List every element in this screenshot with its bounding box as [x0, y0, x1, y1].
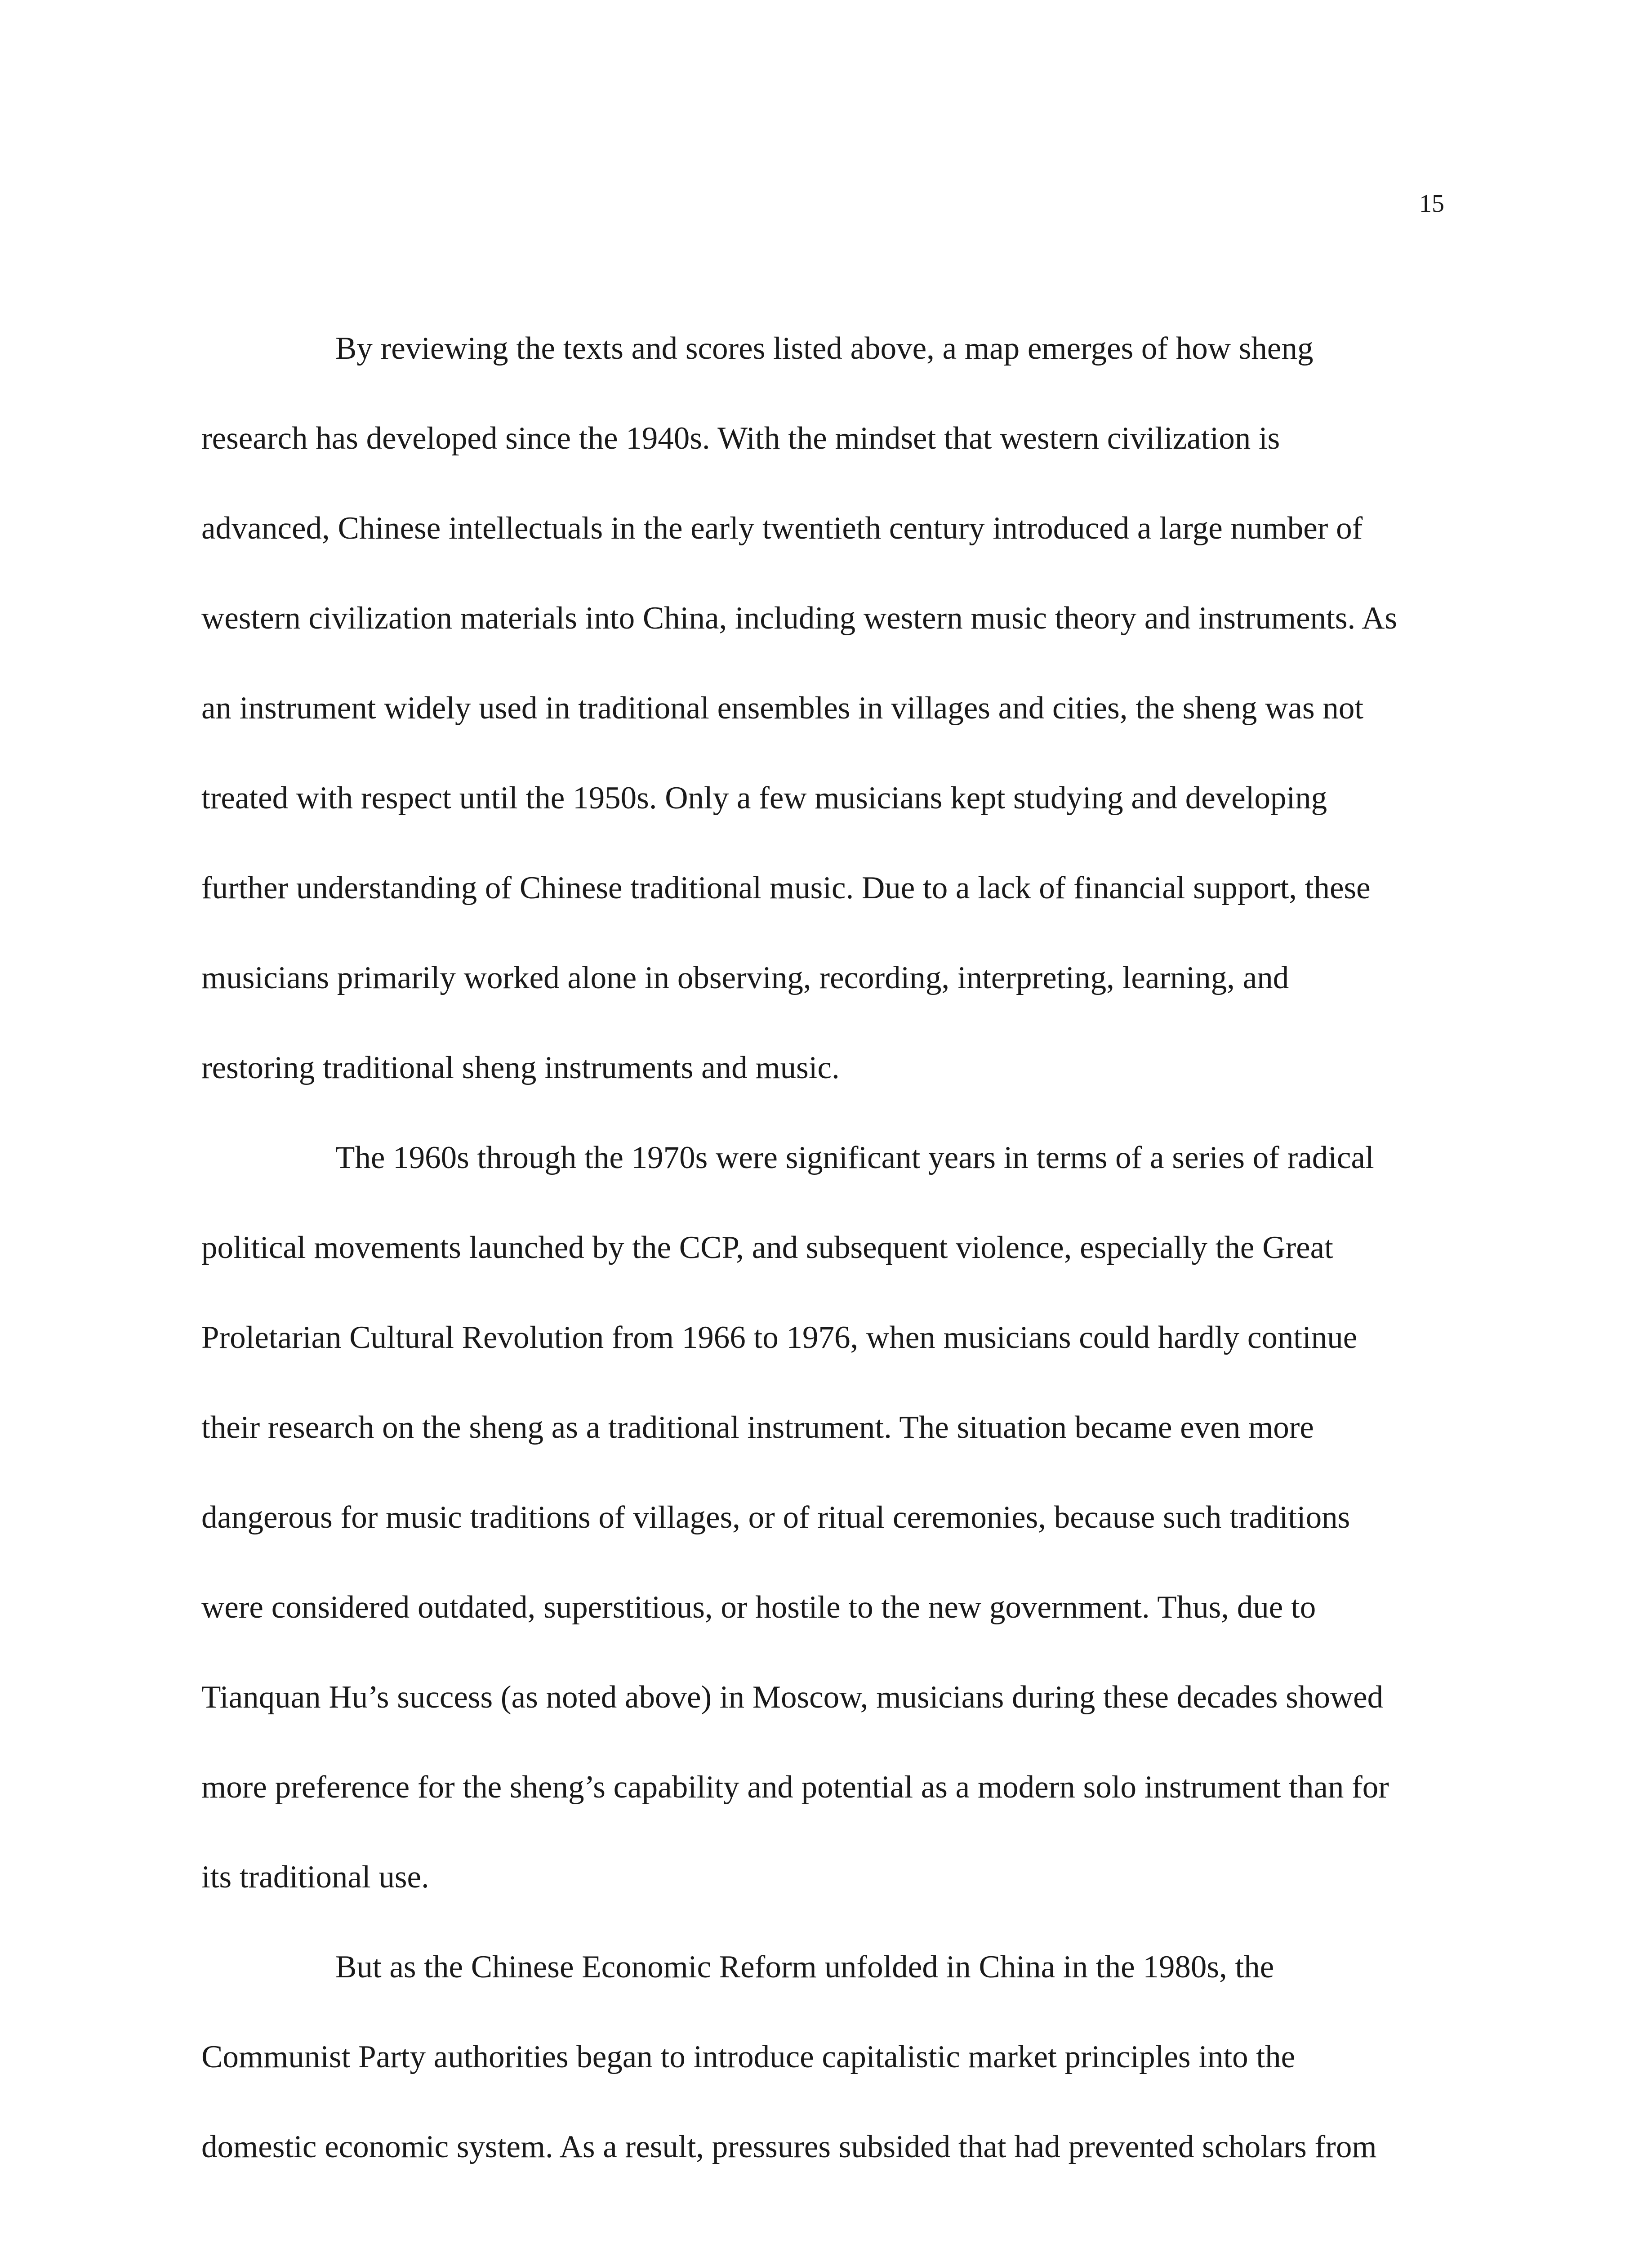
text-line: were considered outdated, superstitious, or hostile to the new government. Thus, due to	[201, 1590, 1316, 1625]
paragraph-1	[201, 321, 1456, 1131]
text-line: By reviewing the texts and scores listed above, a map emerges of how sheng	[335, 331, 1314, 366]
text-line: treated with respect until the 1950s. Only a few musicians kept studying and developing	[201, 781, 1327, 816]
paragraph-3	[201, 1940, 1456, 2210]
text-line: But as the Chinese Economic Reform unfolded in China in the 1980s, the	[335, 1949, 1274, 1985]
text-line: political movements launched by the CCP, and subsequent violence, especially the Great	[201, 1230, 1333, 1265]
text-line: more preference for the sheng’s capability and potential as a modern solo instrument than for	[201, 1770, 1389, 1805]
text-line: research has developed since the 1940s. With the mindset that western civilization is	[201, 421, 1280, 456]
text-line: musicians primarily worked alone in observing, recording, interpreting, learning, and	[201, 960, 1289, 995]
text-line: its traditional use.	[201, 1860, 429, 1895]
text-line: The 1960s through the 1970s were significant years in terms of a series of radical	[335, 1140, 1374, 1175]
text-line: Tianquan Hu’s success (as noted above) in Moscow, musicians during these decades showed	[201, 1680, 1384, 1715]
text-line: further understanding of Chinese traditional music. Due to a lack of financial support, these	[201, 870, 1371, 905]
text-line: their research on the sheng as a traditional instrument. The situation became even more	[201, 1410, 1314, 1445]
text-line: dangerous for music traditions of villages, or of ritual ceremonies, because such traditions	[201, 1500, 1350, 1535]
text-line: Communist Party authorities began to introduce capitalistic market principles into the	[201, 2039, 1296, 2074]
paragraph-2	[201, 1131, 1456, 1940]
page-number: 15	[1419, 190, 1444, 218]
text-line: western civilization materials into China, including western music theory and instruments. As	[201, 601, 1398, 636]
text-line: advanced, Chinese intellectuals in the early twentieth century introduced a large number of	[201, 511, 1363, 546]
text-line: domestic economic system. As a result, pressures subsided that had prevented scholars from	[201, 2129, 1377, 2164]
text-line: an instrument widely used in traditional ensembles in villages and cities, the sheng was not	[201, 691, 1364, 726]
text-line: restoring traditional sheng instruments and music.	[201, 1050, 840, 1085]
body-text	[201, 321, 1456, 2210]
text-line: Proletarian Cultural Revolution from 1966 to 1976, when musicians could hardly continue	[201, 1320, 1358, 1355]
